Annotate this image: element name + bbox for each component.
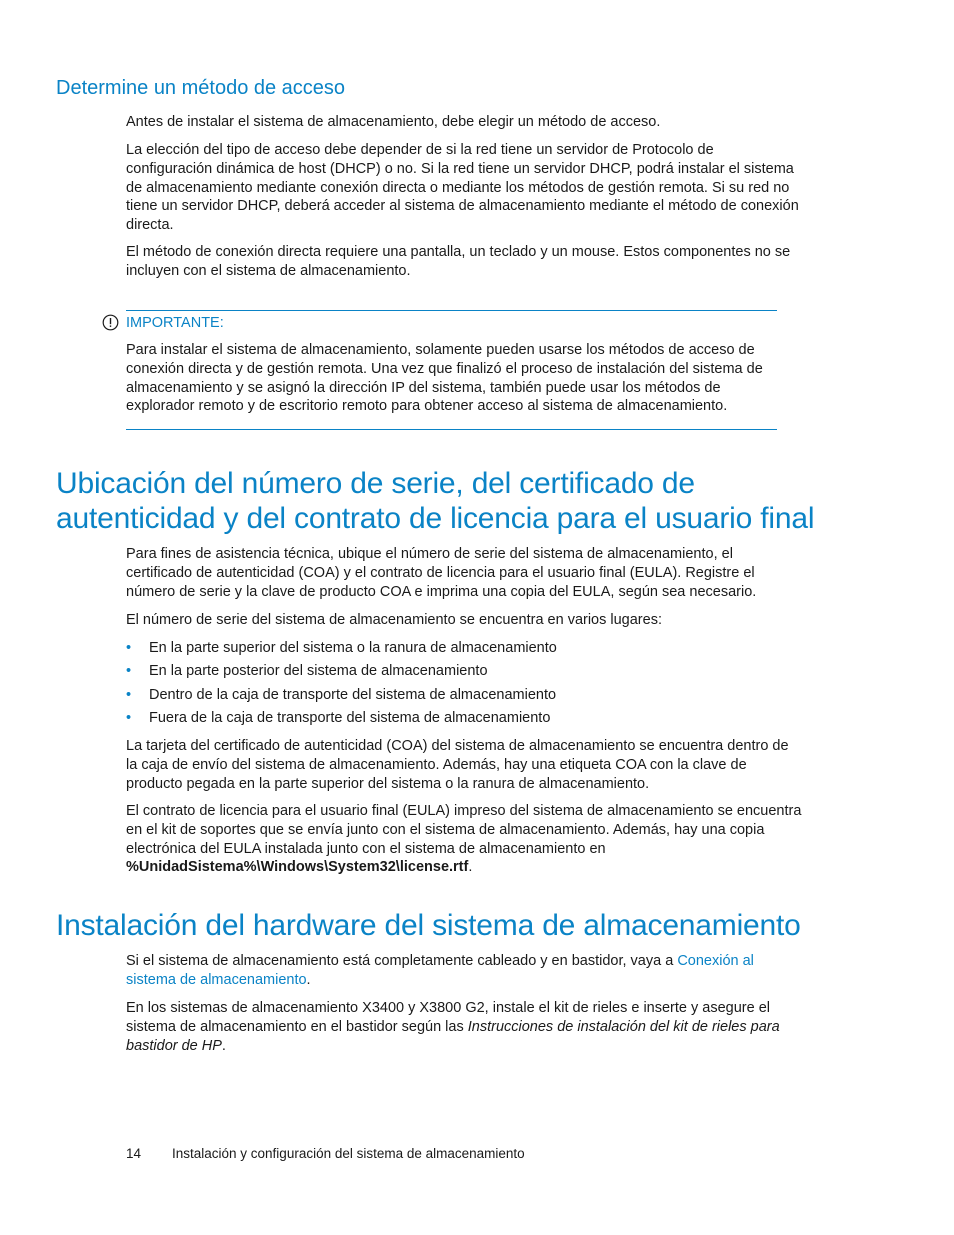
eula-paragraph xyxy=(126,802,802,877)
list-item xyxy=(126,662,806,685)
paragraph: El método de conexión directa requiere una pantalla, un teclado y un mouse. Estos componentes no se incluyen con el sistema de almacenamiento. xyxy=(126,244,791,279)
section-heading-hardware-install: Instalación del hardware del sistema de almacenamiento xyxy=(56,909,801,942)
paragraph xyxy=(126,952,791,990)
paragraph: La tarjeta del certificado de autenticidad (COA) del sistema de almacenamiento se encuentra dentro de la caja de envío del sistema de almacenamiento. Además, hay una etiqueta COA con la clave de producto pegada en la parte superior del sistema o la ranura de almacenamiento. xyxy=(126,738,789,792)
connection-link[interactable]: Conexión al sistema de almacenamiento xyxy=(126,953,754,988)
list-item xyxy=(126,709,806,732)
section-heading-access-method: Determine un método de acceso xyxy=(56,77,346,99)
list-item-text: Fuera de la caja de transporte del sistema de almacenamiento xyxy=(149,709,551,726)
bullet-icon: • xyxy=(126,663,132,680)
footer-title: Instalación y configuración del sistema de almacenamiento xyxy=(172,1146,525,1161)
eula-file-path: %UnidadSistema%\Windows\System32\license.rtf xyxy=(126,859,469,876)
important-text: Para instalar el sistema de almacenamiento, solamente pueden usarse los métodos de acceso de conexión directa y de gestión remota. Una vez que finalizó el proceso de instalación del sistema de almacenamiento y se asignó la dirección IP del sistema, también puede usar los métodos de explorador remoto y de escritorio remoto para obtener acceso al sistema de almacenamiento. xyxy=(126,342,763,415)
list-item xyxy=(126,639,806,662)
section-heading-serial-number: Ubicación del número de serie, del certificado de autenticidad y del contrato de licencia para el usuario final xyxy=(56,467,815,535)
p1-end: . xyxy=(306,971,311,988)
list-item-text: Dentro de la caja de transporte del sistema de almacenamiento xyxy=(149,686,557,703)
paragraph: Antes de instalar el sistema de almacenamiento, debe elegir un método de acceso. xyxy=(126,114,661,130)
list-item-text: En la parte superior del sistema o la ranura de almacenamiento xyxy=(149,640,557,656)
list-item xyxy=(126,686,806,709)
important-top-rule xyxy=(126,310,777,311)
page-number: 14 xyxy=(126,1146,142,1161)
eula-end: . xyxy=(468,859,473,876)
paragraph: La elección del tipo de acceso debe depender de si la red tiene un servidor de Protocolo de configuración dinámica de host (DHCP) o no. Si la red tiene un servidor DHCP, podrá instalar el sistema de almacenamiento mediante conexión directa o mediante los métodos de gestión remota. Si su red no tiene un servidor DHCP, deberá acceder al sistema de almacenamiento mediante el método de conexión directa. xyxy=(126,142,799,234)
exclamation-circle-icon xyxy=(102,314,119,336)
bullet-icon: • xyxy=(126,686,132,703)
important-label: IMPORTANTE: xyxy=(126,315,224,331)
rail-kit-doc-title: Instrucciones de instalación del kit de rieles para bastidor de HP xyxy=(126,1018,780,1054)
paragraph: Para fines de asistencia técnica, ubique el número de serie del sistema de almacenamiento, el certificado de autenticidad (COA) y el contrato de licencia para el usuario final (EULA). Registre el número de serie y la clave de producto COA e imprima una copia del EULA, según sea necesario. xyxy=(126,546,757,600)
bullet-icon: • xyxy=(126,709,132,726)
eula-text: El contrato de licencia para el usuario final (EULA) impreso del sistema de almacenamiento se encuentra en el kit de soportes que se envía junto con el sistema de almacenamiento. Además, hay una copia electrónica del EULA instalada junto con el sistema de almacenamiento en xyxy=(126,803,802,857)
bullet-icon: • xyxy=(126,640,132,656)
serial-location-list xyxy=(126,639,806,732)
paragraph: El número de serie del sistema de almacenamiento se encuentra en varios lugares: xyxy=(126,612,662,628)
p2-end: . xyxy=(221,1037,226,1054)
p1-text: Si el sistema de almacenamiento está completamente cableado y en bastidor, vaya a xyxy=(126,953,678,969)
important-bottom-rule xyxy=(126,429,777,430)
p2-text: En los sistemas de almacenamiento X3400 y X3800 G2, instale el kit de rieles e inserte y asegure el sistema de almacenamiento en el bastidor según las xyxy=(126,1000,770,1035)
paragraph xyxy=(126,999,794,1055)
list-item-text: En la parte posterior del sistema de almacenamiento xyxy=(149,663,488,680)
